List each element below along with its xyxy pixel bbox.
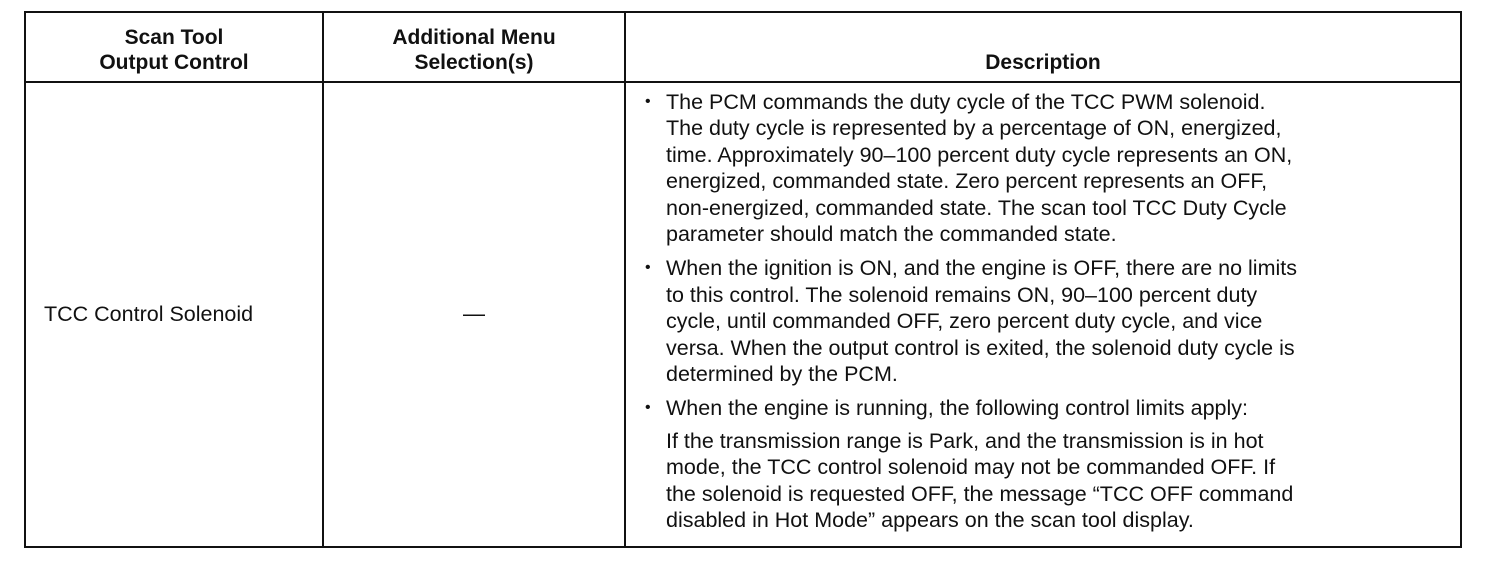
cell-description	[626, 83, 1460, 546]
bullet-2-line: to this control. The solenoid remains ON, 90–100 percent duty	[666, 282, 1258, 307]
bullet-1-line: The PCM commands the duty cycle of the TCC PWM solenoid.	[666, 90, 1266, 114]
bullet-2-line: cycle, until commanded OFF, zero percent duty cycle, and vice	[666, 309, 1263, 334]
cell-menu-selection	[324, 83, 626, 546]
output-control-value: TCC Control Solenoid	[44, 302, 254, 327]
bullet-dot-icon: •	[645, 259, 651, 277]
bullet-3-line: When the engine is running, the following control limits apply:	[666, 396, 1249, 421]
bullet-1-line: energized, commanded state. Zero percent represents an OFF,	[666, 169, 1268, 194]
bullet-1-line: time. Approximately 90–100 percent duty cycle represents an ON,	[666, 142, 1293, 167]
bullet-2-line: When the ignition is ON, and the engine is OFF, there are no limits	[666, 256, 1297, 281]
header-col3: Description	[985, 51, 1101, 74]
bullet-2-line: determined by the PCM.	[666, 362, 898, 387]
bullet-3-sub-paragraph	[666, 428, 1452, 534]
menu-selection-value: —	[463, 301, 485, 327]
header-scan-tool-output-control	[26, 13, 324, 83]
cell-output-control	[26, 83, 324, 546]
bullet-1-line: The duty cycle is represented by a percentage of ON, energized,	[666, 116, 1282, 141]
bullet-dot-icon: •	[645, 399, 651, 417]
output-control-table	[24, 11, 1462, 548]
header-description	[626, 13, 1460, 83]
description-bullet-2	[645, 255, 1452, 387]
header-col2-line2: Selection(s)	[414, 51, 534, 74]
bullet-1-line: non-energized, commanded state. The scan tool TCC Duty Cycle	[666, 195, 1287, 220]
description-bullet-3	[645, 395, 1452, 533]
header-col1-line2: Output Control	[99, 51, 249, 74]
header-col1-line1: Scan Tool	[124, 26, 224, 49]
description-bullet-1	[645, 89, 1452, 247]
bullet-3-sub-line: disabled in Hot Mode” appears on the scan tool display.	[666, 508, 1194, 533]
bullet-2-line: versa. When the output control is exited, the solenoid duty cycle is	[666, 335, 1295, 360]
bullet-dot-icon: •	[645, 93, 651, 110]
bullet-1-line: parameter should match the commanded state.	[666, 222, 1117, 247]
header-additional-menu-selections	[324, 13, 626, 83]
header-col2-line1: Additional Menu	[392, 26, 556, 49]
bullet-3-sub-line: If the transmission range is Park, and the transmission is in hot	[666, 428, 1264, 453]
bullet-3-sub-line: mode, the TCC control solenoid may not be commanded OFF. If	[666, 455, 1276, 480]
bullet-3-sub-line: the solenoid is requested OFF, the message “TCC OFF command	[666, 481, 1294, 506]
